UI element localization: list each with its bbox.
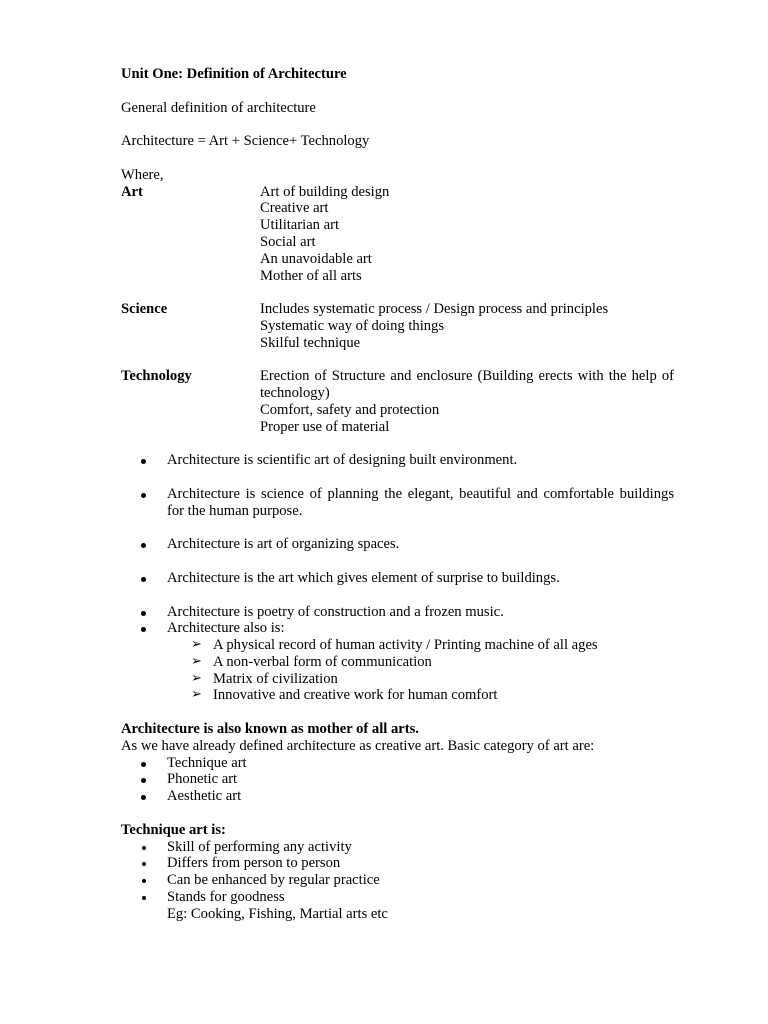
definition-science [121,301,674,351]
definition-line: Art of building design [260,183,390,200]
definition-line: Utilitarian art [260,217,340,234]
list-item [121,620,674,637]
list-item-text: A non-verbal form of communication [213,653,432,670]
list-item [121,855,674,872]
bullet-icon [142,862,146,866]
definition-technology [121,368,674,435]
list-item-text: Skill of performing any activity [167,838,352,855]
page-content [121,66,674,923]
list-item [121,788,674,805]
bullet-icon [141,493,146,498]
section-heading-mother-of-arts: Architecture is also known as mother of all arts. [121,721,419,738]
list-item-text: Aesthetic art [167,788,242,805]
definition-term: Art [121,183,143,200]
bullet-icon [141,778,146,783]
definition-line: Social art [260,233,316,250]
list-item-text: Architecture is art of organizing spaces. [167,536,400,553]
technique-art-list [121,839,674,906]
list-item [121,452,674,469]
list-item [121,671,674,688]
art-category-list [121,755,674,805]
bullet-icon [142,896,146,900]
list-item-text: Stands for goodness [167,889,285,906]
bullet-icon [141,543,146,548]
definition-lines [260,368,674,435]
list-item [121,604,674,621]
list-item-text: Architecture is scientific art of designing built environment. [167,452,518,469]
list-item [121,486,674,520]
definition-term: Science [121,301,168,318]
section-heading-technique-art: Technique art is: [121,821,226,838]
list-item-text: Matrix of civilization [213,670,338,687]
definition-line: Comfort, safety and protection [260,401,440,418]
definition-line: Includes systematic process / Design process and principles [260,301,609,318]
definition-term: Technology [121,368,192,385]
bullet-icon [142,846,146,850]
list-item-text: Architecture also is: [167,620,285,637]
list-item-text: Phonetic art [167,771,238,788]
bullet-icon [141,627,146,632]
bullet-icon [142,879,146,883]
arrow-bullet-icon: ➢ [191,653,202,669]
arrow-bullet-icon: ➢ [191,687,202,703]
list-item-text: Architecture is the art which gives element of surprise to buildings. [167,569,560,586]
bullet-icon [141,577,146,582]
definition-line: Proper use of material [260,418,390,435]
arrow-bullet-icon: ➢ [191,637,202,653]
bullet-icon [141,611,146,616]
list-item [121,755,674,772]
technique-example: Eg: Cooking, Fishing, Martial arts etc [167,905,388,922]
definition-art [121,184,674,285]
architecture-statements [121,452,674,637]
general-definition-line: General definition of architecture [121,99,316,116]
list-item [121,872,674,889]
list-item [121,771,674,788]
list-item-text: Innovative and creative work for human comfort [213,687,498,704]
page-title: Unit One: Definition of Architecture [121,66,347,82]
list-item-text: Can be enhanced by regular practice [167,872,380,889]
list-item [121,839,674,856]
list-item [121,654,674,671]
list-item [121,637,674,654]
definition-line: Mother of all arts [260,267,362,284]
definition-line: Creative art [260,200,329,217]
list-item [121,889,674,906]
definition-line: An unavoidable art [260,250,372,267]
list-item-text: A physical record of human activity / Printing machine of all ages [213,637,598,654]
list-item-text: Architecture is science of planning the elegant, beautiful and comfortable buildings for the human purpose. [167,485,674,519]
definition-lines [260,184,674,285]
where-label: Where, [121,166,164,183]
section-intro: As we have already defined architecture as creative art. Basic category of art are: [121,737,595,754]
list-item-text: Architecture is poetry of construction and a frozen music. [167,603,504,620]
definition-line: Skilful technique [260,334,361,351]
list-item-text: Technique art [167,754,247,771]
arrow-bullet-icon: ➢ [191,670,202,686]
bullet-icon [141,762,146,767]
list-item [121,536,674,553]
list-item [121,570,674,587]
definition-line: Erection of Structure and enclosure (Building erects with the help of technology) [260,368,674,402]
list-item-text: Differs from person to person [167,855,341,872]
architecture-equation: Architecture = Art + Science+ Technology [121,133,370,150]
architecture-also-list [121,637,674,704]
bullet-icon [141,459,146,464]
definition-lines [260,301,674,351]
bullet-icon [141,795,146,800]
list-item [121,687,674,704]
definition-line: Systematic way of doing things [260,317,445,334]
